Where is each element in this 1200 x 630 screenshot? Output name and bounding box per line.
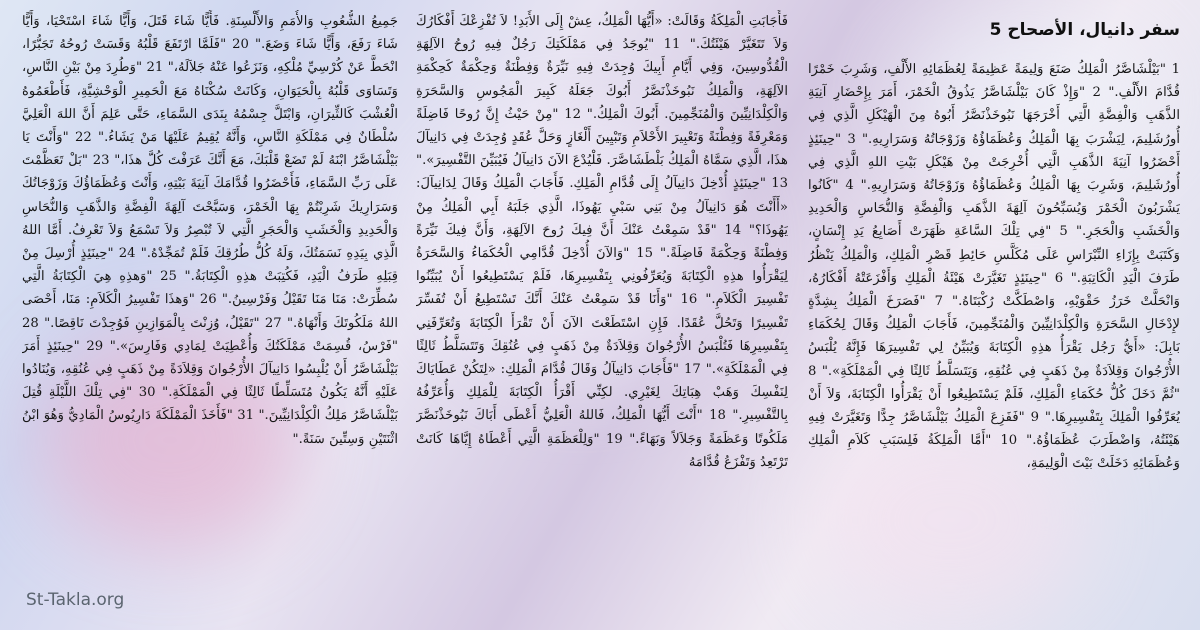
text-column-right: 1 "بَيْلْشَاصَّرُ الْمَلِكُ صَنَعَ وَلِيمَةً عَظِيمَةً لِعُظَمَائِهِ الأَلْفِ، وَشَرِبَ خَمْرًا قُدَّامَ الأَلْفِ." 2 "وَإِذْ كَانَ بَيْلْشَاصَّرُ يَذُوقُ الْخَمْرَ، أَمَرَ بِإِحْضَارِ آنِيَةِ الذَّهَبِ وَالْفِضَّةِ الَّتِي أَخْرَجَهَا نَبُوخَذْنَصَّرُ أَبُوهُ مِنَ الْهَيْكَلِ الَّذِي فِي أُورُشَلِيمَ، لِيَشْرَبَ بِهَا الْمَلِكُ وَعُظَمَاؤُهُ وَزَوْجَاتُهُ وَسَرَارِيهِ." 3 "حِينَئِذٍ أَحْضَرُوا آنِيَةَ الذَّهَبِ الَّتِي أُخْرِجَتْ مِنْ هَيْكَلِ بَيْتِ اللهِ الَّذِي فِي أُورُشَلِيمَ، وَشَرِبَ بِهَا الْمَلِكُ وَعُظَمَاؤُهُ وَزَوْجَاتُهُ وَسَرَارِيهِ." 4 "كَانُوا يَشْرَبُونَ الْخَمْرَ وَيُسَبِّحُونَ آلِهَةَ الذَّهَبِ وَالْفِضَّةِ وَالنُّحَاسِ وَالْحَدِيدِ وَالْخَشَبِ وَالْحَجَرِ." 5 "فِي تِلْكَ السَّاعَةِ ظَهَرَتْ أَصَابِعُ يَدِ إِنْسَانٍ، وَكَتَبَتْ بِإِزَاءِ النِّبْرَاسِ عَلَى مُكَلَّسِ حَائِطِ قَصْرِ الْمَلِكِ، وَالْمَلِكُ يَنْظُرُ طَرَفَ الْيَدِ الْكَاتِبَةِ." 6 "حِينَئِذٍ تَغَيَّرَتْ هَيْئَةُ الْمَلِكِ وَأَفْزَعَتْهُ أَفْكَارُهُ، وَانْحَلَّتْ خَرَزُ حَقْوَيْهِ، وَاصْطَكَّتْ رُكْبَتَاهُ." 7 "فَصَرَخَ الْمَلِكُ بِشِدَّةٍ لإِدْخَالِ السَّحَرَةِ وَالْكِلْدَانِيِّينَ وَالْمُنَجِّمِينَ، فَأَجَابَ الْمَلِكُ وَقَالَ لِحُكَمَاءِ بَابِلَ: «أَيُّ رَجُل يَقْرَأُ هذِهِ الْكِتَابَةَ وَيُبَيِّنُ لِي تَفْسِيرَهَا فَإِنَّهُ يُلْبَسُ الأُرْجُوانَ وَقِلاَدَةٌ مِنْ ذَهَبٍ فِي عُنُقِهِ، وَيَتَسَلَّطُ ثَالِثًا فِي الْمَمْلَكَةِ»." 8 "ثُمَّ دَخَلَ كُلُّ حُكَمَاءِ الْمَلِكِ، فَلَمْ يَسْتَطِيعُوا أَنْ يَقْرَأُوا الْكِتَابَةَ، وَلاَ أَنْ يُعَرِّفُوا الْمَلِكَ بِتَفْسِيرِهَا." 9 "فَفَزِعَ الْمَلِكُ بَيْلْشَاصَّرُ جِدًّا وَتَغَيَّرَتْ فِيهِ هَيْئَتُهُ، وَاضْطَرَبَ عُظَمَاؤُهُ." 10 "أَمَّا الْمَلِكَةُ فَلِسَبَبِ كَلاَمِ الْمَلِكِ وَعُظَمَائِهِ دَخَلَتْ بَيْتَ الْوَلِيمَةِ، (808, 62, 1180, 472)
text-column-middle: فَأَجَابَتِ الْمَلِكَةُ وَقَالَتْ: «أَيُّهَا الْمَلِكُ، عِشْ إِلَى الأَبَدِ! لاَ تُفْزِعْكَ أَفْكَارُكَ وَلاَ تَتَغَيَّرْ هَيْئَتُكَ." 11 "يُوجَدُ فِي مَمْلَكَتِكَ رَجُلٌ فِيهِ رُوحُ الآلِهَةِ الْقُدُّوسِينَ، وَفِي أَيَّامِ أَبِيكَ وُجِدَتْ فِيهِ نَيِّرَةٌ وَفِطْنَةٌ وَحِكْمَةٌ كَحِكْمَةِ الآلِهَةِ، وَالْمَلِكُ نَبُوخَذْنَصَّرُ أَبُوكَ جَعَلَهُ كَبِيرَ الْمَجُوسِ وَالسَّحَرَةِ وَالْكِلْدَانِيِّينَ وَالْمُنَجِّمِينَ. أَبُوكَ الْمَلِكُ." 12 "مِنْ حَيْثُ إِنَّ رُوحًا فَاضِلَةً وَمَعْرِفَةً وَفِطْنَةً وَتَعْبِيرَ الأَحْلاَمِ وَتَبْيِينَ أَلْغَازٍ وَحَلَّ عُقَدٍ وُجِدَتْ فِي دَانِيآلَ هذَا، الَّذِي سَمَّاهُ الْمَلِكُ بَلْطَشَاصَّرَ. فَلْيُدْعَ الآنَ دَانِيآلُ فَيُبَيِّنَ التَّفْسِيرَ»." 13 "حِينَئِذٍ أُدْخِلَ دَانِيآلُ إِلَى قُدَّامِ الْمَلِكِ. فَأَجَابَ الْمَلِكُ وَقَالَ لِدَانِيآلَ: «أَأَنْتَ هُوَ دَانِيآلُ مِنْ بَنِي سَبْيِ يَهُوذَا، الَّذِي جَلَبَهُ أَبِي الْمَلِكُ مِنْ يَهُوذَا؟" 14 "قَدْ سَمِعْتُ عَنْكَ أَنَّ فِيكَ رُوحَ الآلِهَةِ، وَأَنَّ فِيكَ نَيِّرَةً وَفِطْنَةً وَحِكْمَةً فَاضِلَةً." 15 "وَالآنَ أُدْخِلَ قُدَّامِي الْحُكَمَاءُ وَالسَّحَرَةُ لِيَقْرَأُوا هذِهِ الْكِتَابَةَ وَيُعَرِّفُونِي بِتَفْسِيرِهَا، فَلَمْ يَسْتَطِيعُوا أَنْ يُبَيِّنُوا تَفْسِيرَ الْكَلاَمِ." 16 "وَأَنَا قَدْ سَمِعْتُ عَنْكَ أَنَّكَ تَسْتَطِيعُ أَنْ تُفَسِّرَ تَفْسِيرًا وَتَحُلَّ عُقَدًا. فَإِنِ اسْتَطَعْتَ الآنَ أَنْ تَقْرَأَ الْكِتَابَةَ وَتُعَرِّفَنِي بِتَفْسِيرِهَا فَتُلْبَسُ الأُرْجُوانَ وَقِلاَدَةٌ مِنْ ذَهَبٍ فِي عُنُقِكَ وَتَتَسَلَّطُ ثَالِثًا فِي الْمَمْلَكَةِ»." 17 "فَأَجَابَ دَانِيآلُ وَقَالَ قُدَّامَ الْمَلِكِ: «لِتَكُنْ عَطَايَاكَ لِنَفْسِكَ وَهَبْ هِبَاتِكَ لِغَيْرِي. لكِنِّي أَقْرَأُ الْكِتَابَةَ لِلْمَلِكِ وَأُعَرِّفُهُ بِالتَّفْسِيرِ." 18 "أَنْتَ أَيُّهَا الْمَلِكُ، فَاللهُ الْعَلِيُّ أَعْطَى أَبَاكَ نَبُوخَذْنَصَّرَ مَلَكُوتًا وَعَظَمَةً وَجَلاَلاً وَبَهَاءً." 19 "وَلِلْعَظَمَةِ الَّتِي أَعْطَاهُ إِيَّاهَا كَانَتْ تَرْتَعِدُ وَتَفْزَعُ قُدَّامَهُ (416, 14, 788, 470)
chapter-title: سفر دانيال، الأصحاح 5 (989, 20, 1180, 40)
site-watermark: St-Takla.org (26, 590, 125, 610)
text-column-left: جَمِيعُ الشُّعُوبِ وَالأُمَمِ وَالأَلْسِنَةِ. فَأَيًّا شَاءَ قَتَلَ، وَأَيًّا شَاءَ اسْتَحْيَا، وَأَيًّا شَاءَ رَفَعَ، وَأَيًّا شَاءَ وَضَعَ." 20 "فَلَمَّا ارْتَفَعَ قَلْبُهُ وَقَسَتْ رُوحُهُ تَجَبُّرًا، انْحَطَّ عَنْ كُرْسِيِّ مُلْكِهِ، وَنَزَعُوا عَنْهُ جَلاَلَهُ،" 21 "وَطُرِدَ مِنْ بَيْنِ النَّاسِ، وَتَسَاوَى قَلْبُهُ بِالْحَيَوَانِ، وَكَانَتْ سُكْنَاهُ مَعَ الْحَمِيرِ الْوَحْشِيَّةِ، فَأَطْعَمُوهُ الْعُشْبَ كَالثِّيرَانِ، وَابْتَلَّ جِسْمُهُ بِنَدَى السَّمَاءِ، حَتَّى عَلِمَ أَنَّ اللهَ الْعَلِيَّ سُلْطَانٌ فِي مَمْلَكَةِ النَّاسِ، وَأَنَّهُ يُقِيمُ عَلَيْهَا مَنْ يَشَاءُ." 22 "وَأَنْتَ يَا بَيْلْشَاصَّرُ ابْنَهُ لَمْ تَضَعْ قَلْبَكَ، مَعَ أَنَّكَ عَرَفْتَ كُلَّ هذَا،" 23 "بَلْ تَعَظَّمْتَ عَلَى رَبِّ السَّمَاءِ، فَأَحْضَرُوا قُدَّامَكَ آنِيَةَ بَيْتِهِ، وَأَنْتَ وَعُظَمَاؤُكَ وَزَوْجَاتُكَ وَسَرَارِيكَ شَرِبْتُمْ بِهَا الْخَمْرَ، وَسَبَّحْتَ آلِهَةَ الْفِضَّةِ وَالذَّهَبِ وَالنُّحَاسِ وَالْحَدِيدِ وَالْخَشَبِ وَالْحَجَرِ الَّتِي لاَ تُبْصِرُ وَلاَ تَسْمَعُ وَلاَ تَعْرِفُ. أَمَّا اللهُ الَّذِي بِيَدِهِ نَسَمَتُكَ، وَلَهُ كُلُّ طُرُقِكَ فَلَمْ تُمَجِّدْهُ." 24 "حِينَئِذٍ أُرْسِلَ مِنْ قِبَلِهِ طَرَفُ الْيَدِ، فَكُتِبَتْ هذِهِ الْكِتَابَةُ." 25 "وَهذِهِ هِيَ الْكِتَابَةُ الَّتِي سُطِّرَتْ: مَنَا مَنَا تَقَيْلُ وَفَرْسِينُ." 26 "وَهذَا تَفْسِيرُ الْكَلاَمِ: مَنَا، أَحْصَى اللهُ مَلَكُوتَكَ وَأَنْهَاهُ." 27 "تَقَيْلُ، وُزِنْتَ بِالْمَوَازِينِ فَوُجِدْتَ نَاقِصًا." 28 "فَرْسُ، قُسِمَتْ مَمْلَكَتُكَ وَأُعْطِيَتْ لِمَادِي وَفَارِسَ»." 29 "حِينَئِذٍ أَمَرَ بَيْلْشَاصَّرُ أَنْ يُلْبِسُوا دَانِيآلَ الأُرْجُوانَ وَقِلاَدَةً مِنْ ذَهَبٍ فِي عُنُقِهِ، وَيُنَادُوا عَلَيْهِ أَنَّهُ يَكُونُ مُتَسَلِّطًا ثَالِثًا فِي الْمَمْلَكَةِ." 30 "فِي تِلْكَ اللَّيْلَةِ قُتِلَ بَيْلْشَاصَّرُ مَلِكُ الْكِلْدَانِيِّينَ." 31 "فَأَخَذَ الْمَمْلَكَةَ دَارِيُوسُ الْمَادِيُّ وَهُوَ ابْنُ اثْنَتَيْنِ وَسِتِّينَ سَنَةً." (22, 14, 398, 447)
